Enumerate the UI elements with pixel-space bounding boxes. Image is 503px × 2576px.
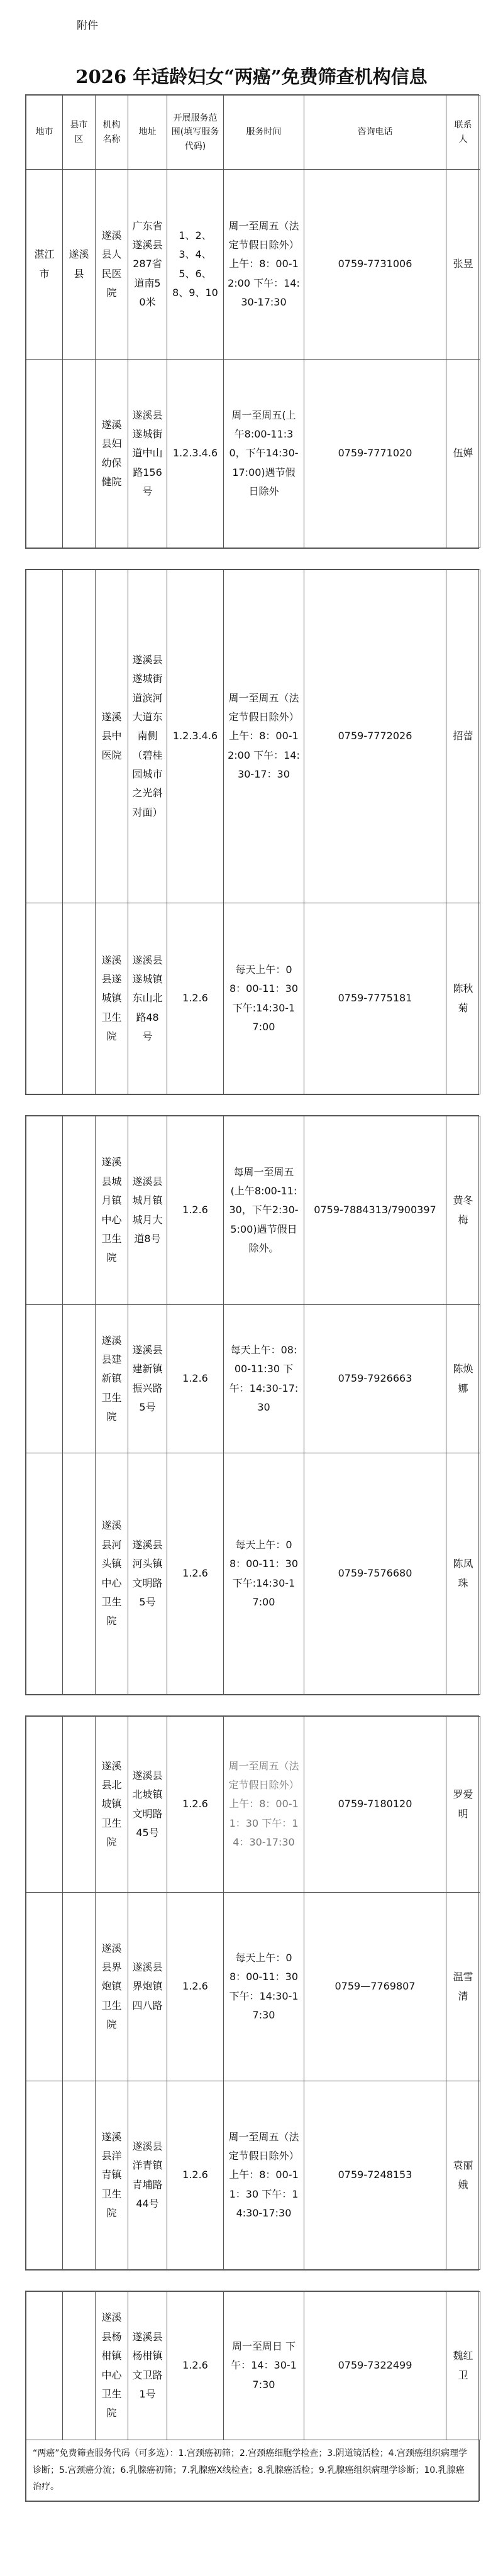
- services-cell: 1.2.6: [167, 1717, 224, 1893]
- screening-table-page-3: [26, 1116, 480, 1695]
- county-cell: 遂溪县: [63, 170, 96, 360]
- services-cell: 1.2.6: [167, 1305, 224, 1453]
- phone-cell: 0759-7775181: [304, 903, 446, 1094]
- address-cell: 遂溪县洋青镇青埔路44号: [128, 2081, 167, 2270]
- hours-cell: 每天上午：08：00-11：30 下午:14:30-17:00: [224, 1453, 304, 1695]
- org-cell: 遂溪县建新镇卫生院: [96, 1305, 128, 1453]
- table-page-4: [25, 1715, 479, 2271]
- services-cell: 1、2、3、4、5、6、8、9、10: [167, 170, 224, 360]
- address-cell: 广东省遂溪县287省道南50米: [128, 170, 167, 360]
- hours-cell: 周一至周五（法定节假日除外）上午：8：00-12:00 下午：14:30-17:30: [224, 170, 304, 360]
- address-cell: 遂溪县河头镇文明路5号: [128, 1453, 167, 1695]
- table-row: [26, 2292, 480, 2440]
- org-cell: 遂溪县城月镇中心卫生院: [96, 1116, 128, 1305]
- services-cell: 1.2.3.4.6: [167, 570, 224, 903]
- services-cell: 1.2.6: [167, 2292, 224, 2440]
- contact-cell: 招蕾: [446, 570, 480, 903]
- org-cell: 遂溪县中医院: [96, 570, 128, 903]
- table-row: [26, 903, 480, 1094]
- hours-cell: 每天上午：08：00-11：30 下午：14:30-17:30: [224, 1893, 304, 2081]
- phone-cell: 0759-7772026: [304, 570, 446, 903]
- table-frame: [25, 94, 479, 2502]
- phone-cell: 0759-7731006: [304, 170, 446, 360]
- table-row: [26, 1116, 480, 1305]
- phone-cell: 0759—7769807: [304, 1893, 446, 2081]
- col-header-phone: 咨询电话: [304, 96, 446, 170]
- attachment-label: 附件: [77, 19, 98, 32]
- hours-cell: 周一至周五（法定节假日除外）上午：8：00-11：30 下午：14：30-17:30: [224, 1717, 304, 1893]
- services-cell: 1.2.6: [167, 1453, 224, 1695]
- contact-cell: 罗爱明: [446, 1717, 480, 1893]
- contact-cell: 袁丽娥: [446, 2081, 480, 2270]
- services-cell: 1.2.6: [167, 1116, 224, 1305]
- address-cell: 遂溪县城月镇城月大道8号: [128, 1116, 167, 1305]
- org-cell: 遂溪县北坡镇卫生院: [96, 1717, 128, 1893]
- services-cell: 1.2.3.4.6: [167, 360, 224, 548]
- table-row: [26, 1717, 480, 1893]
- phone-cell: 0759-7322499: [304, 2292, 446, 2440]
- phone-cell: 0759-7926663: [304, 1305, 446, 1453]
- col-header-contact: 联系人: [446, 96, 480, 170]
- org-cell: 遂溪县洋青镇卫生院: [96, 2081, 128, 2270]
- address-cell: 遂溪县遂城街道中山路156号: [128, 360, 167, 548]
- org-cell: 遂溪县人民医院: [96, 170, 128, 360]
- table-page-2: [25, 569, 479, 1095]
- address-cell: 遂溪县界炮镇四八路: [128, 1893, 167, 2081]
- hours-cell: 周一至周五（法定节假日除外）上午：8：00-11：30 下午：14:30-17:30: [224, 2081, 304, 2270]
- contact-cell: 陈秋菊: [446, 903, 480, 1094]
- hours-cell: 周一至周五（法定节假日除外）上午：8：00-12:00 下午：14:30-17：30: [224, 570, 304, 903]
- org-cell: 遂溪县杨柑镇中心卫生院: [96, 2292, 128, 2440]
- hours-cell: 每天上午：08：00-11：30 下午:14:30-17:00: [224, 903, 304, 1094]
- services-cell: 1.2.6: [167, 1893, 224, 2081]
- screening-table-page-5: [26, 2291, 480, 2440]
- service-code-footnote: “两癌”免费筛查服务代码（可多选）：1.宫颈癌初筛；2.宫颈癌细胞学检查；3.阴道镜活检；4.宫颈癌组织病理学诊断；5.宫颈癌分流；6.乳腺癌初筛；7.乳腺癌X线检查；8.乳腺癌活检；9.乳腺癌组织病理学诊断；10.乳腺癌治疗。: [26, 2440, 480, 2501]
- table-row: [26, 1893, 480, 2081]
- col-header-county: 县市区: [63, 96, 96, 170]
- contact-cell: 陈凤珠: [446, 1453, 480, 1695]
- table-header-row: [26, 96, 480, 170]
- screening-table-page-4: [26, 1716, 480, 2270]
- col-header-org: 机构名称: [96, 96, 128, 170]
- table-row: [26, 1453, 480, 1695]
- table-row: [26, 360, 480, 548]
- services-cell: 1.2.6: [167, 903, 224, 1094]
- contact-cell: 伍婵: [446, 360, 480, 548]
- col-header-address: 地址: [128, 96, 167, 170]
- table-page-5: [25, 2291, 479, 2502]
- document-title: 2026 年适龄妇女“两癌”免费筛查机构信息: [75, 66, 428, 87]
- table-row: [26, 2081, 480, 2270]
- address-cell: 遂溪县建新镇振兴路5号: [128, 1305, 167, 1453]
- col-header-city: 地市: [26, 96, 63, 170]
- hours-cell: 每天上午：08:00-11:30 下午：14:30-17:30: [224, 1305, 304, 1453]
- col-header-services: 开展服务范围(填写服务代码): [167, 96, 224, 170]
- hours-cell: 周一至周日 下午：14：30-17:30: [224, 2292, 304, 2440]
- address-cell: 遂溪县杨柑镇文卫路1号: [128, 2292, 167, 2440]
- city-cell: 湛江市: [26, 170, 63, 360]
- screening-table-page-2: [26, 570, 480, 1094]
- phone-cell: 0759-7576680: [304, 1453, 446, 1695]
- hours-cell: 周一至周五(上午8:00-11:30，下午14:30-17:00)遇节假日除外: [224, 360, 304, 548]
- contact-cell: 魏红卫: [446, 2292, 480, 2440]
- org-cell: 遂溪县河头镇中心卫生院: [96, 1453, 128, 1695]
- table-page-1: [25, 94, 479, 549]
- contact-cell: 张昱: [446, 170, 480, 360]
- table-row: [26, 170, 480, 360]
- phone-cell: 0759-7771020: [304, 360, 446, 548]
- contact-cell: 黄冬梅: [446, 1116, 480, 1305]
- phone-cell: 0759-7884313/7900397: [304, 1116, 446, 1305]
- address-cell: 遂溪县北坡镇文明路45号: [128, 1717, 167, 1893]
- hours-cell: 每周一至周五(上午8:00-11:30，下午2:30-5:00)遇节假日除外。: [224, 1116, 304, 1305]
- table-row: [26, 1305, 480, 1453]
- col-header-hours: 服务时间: [224, 96, 304, 170]
- address-cell: 遂溪县遂城镇东山北路48号: [128, 903, 167, 1094]
- phone-cell: 0759-7180120: [304, 1717, 446, 1893]
- table-row: [26, 570, 480, 903]
- services-cell: 1.2.6: [167, 2081, 224, 2270]
- org-cell: 遂溪县遂城镇卫生院: [96, 903, 128, 1094]
- screening-table-page-1: [26, 95, 480, 548]
- address-cell: 遂溪县遂城街道滨河大道东南侧（碧桂园城市之光斜对面）: [128, 570, 167, 903]
- org-cell: 遂溪县妇幼保健院: [96, 360, 128, 548]
- contact-cell: 陈焕娜: [446, 1305, 480, 1453]
- table-page-3: [25, 1115, 479, 1695]
- contact-cell: 温雪清: [446, 1893, 480, 2081]
- org-cell: 遂溪县界炮镇卫生院: [96, 1893, 128, 2081]
- phone-cell: 0759-7248153: [304, 2081, 446, 2270]
